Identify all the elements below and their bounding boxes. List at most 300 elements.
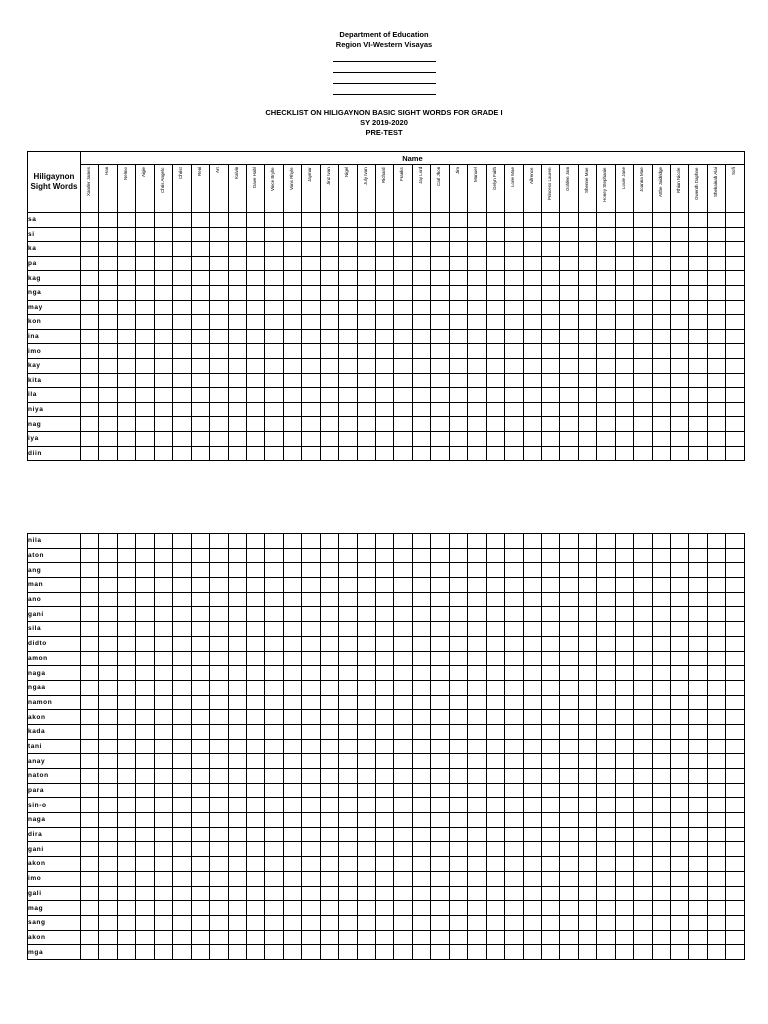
check-cell[interactable]	[486, 945, 504, 960]
check-cell[interactable]	[283, 417, 301, 432]
check-cell[interactable]	[394, 373, 412, 388]
check-cell[interactable]	[357, 373, 375, 388]
check-cell[interactable]	[707, 592, 725, 607]
check-cell[interactable]	[486, 827, 504, 842]
check-cell[interactable]	[468, 901, 486, 916]
check-cell[interactable]	[246, 680, 264, 695]
check-cell[interactable]	[357, 534, 375, 549]
check-cell[interactable]	[541, 592, 559, 607]
check-cell[interactable]	[449, 901, 467, 916]
check-cell[interactable]	[81, 798, 99, 813]
check-cell[interactable]	[191, 329, 209, 344]
check-cell[interactable]	[671, 227, 689, 242]
check-cell[interactable]	[320, 388, 338, 403]
check-cell[interactable]	[597, 431, 615, 446]
check-cell[interactable]	[615, 344, 633, 359]
check-cell[interactable]	[412, 666, 430, 681]
check-cell[interactable]	[320, 300, 338, 315]
check-cell[interactable]	[505, 548, 523, 563]
check-cell[interactable]	[431, 271, 449, 286]
check-cell[interactable]	[154, 901, 172, 916]
check-cell[interactable]	[117, 813, 135, 828]
check-cell[interactable]	[412, 724, 430, 739]
check-cell[interactable]	[210, 651, 228, 666]
check-cell[interactable]	[320, 534, 338, 549]
check-cell[interactable]	[154, 915, 172, 930]
check-cell[interactable]	[117, 827, 135, 842]
check-cell[interactable]	[486, 739, 504, 754]
check-cell[interactable]	[154, 242, 172, 257]
check-cell[interactable]	[357, 607, 375, 622]
check-cell[interactable]	[431, 548, 449, 563]
check-cell[interactable]	[652, 227, 670, 242]
check-cell[interactable]	[154, 534, 172, 549]
check-cell[interactable]	[486, 695, 504, 710]
check-cell[interactable]	[560, 256, 578, 271]
check-cell[interactable]	[210, 271, 228, 286]
check-cell[interactable]	[560, 373, 578, 388]
check-cell[interactable]	[210, 871, 228, 886]
check-cell[interactable]	[302, 710, 320, 725]
check-cell[interactable]	[376, 315, 394, 330]
check-cell[interactable]	[339, 636, 357, 651]
check-cell[interactable]	[523, 886, 541, 901]
check-cell[interactable]	[99, 798, 117, 813]
check-cell[interactable]	[597, 680, 615, 695]
check-cell[interactable]	[302, 666, 320, 681]
check-cell[interactable]	[652, 300, 670, 315]
check-cell[interactable]	[671, 534, 689, 549]
check-cell[interactable]	[412, 446, 430, 461]
check-cell[interactable]	[283, 945, 301, 960]
check-cell[interactable]	[81, 622, 99, 637]
check-cell[interactable]	[320, 666, 338, 681]
check-cell[interactable]	[302, 827, 320, 842]
check-cell[interactable]	[302, 300, 320, 315]
check-cell[interactable]	[357, 622, 375, 637]
check-cell[interactable]	[302, 592, 320, 607]
check-cell[interactable]	[431, 798, 449, 813]
check-cell[interactable]	[302, 402, 320, 417]
check-cell[interactable]	[81, 578, 99, 593]
check-cell[interactable]	[246, 857, 264, 872]
check-cell[interactable]	[81, 373, 99, 388]
check-cell[interactable]	[431, 739, 449, 754]
check-cell[interactable]	[81, 769, 99, 784]
check-cell[interactable]	[136, 680, 154, 695]
check-cell[interactable]	[468, 417, 486, 432]
check-cell[interactable]	[615, 842, 633, 857]
check-cell[interactable]	[99, 358, 117, 373]
check-cell[interactable]	[726, 592, 744, 607]
check-cell[interactable]	[468, 256, 486, 271]
check-cell[interactable]	[541, 724, 559, 739]
check-cell[interactable]	[154, 227, 172, 242]
check-cell[interactable]	[357, 315, 375, 330]
check-cell[interactable]	[652, 827, 670, 842]
check-cell[interactable]	[597, 315, 615, 330]
check-cell[interactable]	[283, 901, 301, 916]
check-cell[interactable]	[136, 769, 154, 784]
check-cell[interactable]	[652, 930, 670, 945]
check-cell[interactable]	[357, 695, 375, 710]
check-cell[interactable]	[117, 373, 135, 388]
check-cell[interactable]	[726, 666, 744, 681]
check-cell[interactable]	[302, 930, 320, 945]
check-cell[interactable]	[99, 417, 117, 432]
check-cell[interactable]	[265, 329, 283, 344]
check-cell[interactable]	[671, 388, 689, 403]
check-cell[interactable]	[541, 373, 559, 388]
check-cell[interactable]	[523, 607, 541, 622]
check-cell[interactable]	[726, 915, 744, 930]
check-cell[interactable]	[357, 886, 375, 901]
check-cell[interactable]	[81, 431, 99, 446]
check-cell[interactable]	[578, 651, 596, 666]
check-cell[interactable]	[634, 446, 652, 461]
check-cell[interactable]	[523, 827, 541, 842]
check-cell[interactable]	[394, 871, 412, 886]
check-cell[interactable]	[707, 651, 725, 666]
check-cell[interactable]	[671, 710, 689, 725]
check-cell[interactable]	[597, 300, 615, 315]
check-cell[interactable]	[523, 871, 541, 886]
check-cell[interactable]	[283, 592, 301, 607]
check-cell[interactable]	[302, 271, 320, 286]
check-cell[interactable]	[449, 344, 467, 359]
check-cell[interactable]	[376, 358, 394, 373]
check-cell[interactable]	[523, 417, 541, 432]
check-cell[interactable]	[689, 886, 707, 901]
check-cell[interactable]	[634, 798, 652, 813]
check-cell[interactable]	[671, 798, 689, 813]
check-cell[interactable]	[81, 417, 99, 432]
check-cell[interactable]	[228, 300, 246, 315]
check-cell[interactable]	[523, 446, 541, 461]
check-cell[interactable]	[357, 271, 375, 286]
check-cell[interactable]	[597, 945, 615, 960]
check-cell[interactable]	[560, 754, 578, 769]
check-cell[interactable]	[320, 710, 338, 725]
check-cell[interactable]	[560, 271, 578, 286]
check-cell[interactable]	[357, 446, 375, 461]
check-cell[interactable]	[339, 388, 357, 403]
check-cell[interactable]	[117, 945, 135, 960]
check-cell[interactable]	[523, 563, 541, 578]
check-cell[interactable]	[283, 242, 301, 257]
check-cell[interactable]	[597, 402, 615, 417]
check-cell[interactable]	[412, 710, 430, 725]
check-cell[interactable]	[191, 373, 209, 388]
check-cell[interactable]	[210, 300, 228, 315]
check-cell[interactable]	[320, 227, 338, 242]
check-cell[interactable]	[578, 842, 596, 857]
check-cell[interactable]	[99, 592, 117, 607]
check-cell[interactable]	[578, 607, 596, 622]
check-cell[interactable]	[117, 358, 135, 373]
check-cell[interactable]	[652, 680, 670, 695]
check-cell[interactable]	[246, 739, 264, 754]
check-cell[interactable]	[394, 256, 412, 271]
check-cell[interactable]	[560, 666, 578, 681]
check-cell[interactable]	[615, 271, 633, 286]
check-cell[interactable]	[505, 842, 523, 857]
check-cell[interactable]	[173, 827, 191, 842]
check-cell[interactable]	[412, 842, 430, 857]
check-cell[interactable]	[560, 446, 578, 461]
check-cell[interactable]	[689, 607, 707, 622]
check-cell[interactable]	[320, 739, 338, 754]
check-cell[interactable]	[707, 724, 725, 739]
check-cell[interactable]	[191, 271, 209, 286]
check-cell[interactable]	[173, 592, 191, 607]
check-cell[interactable]	[154, 256, 172, 271]
check-cell[interactable]	[671, 739, 689, 754]
check-cell[interactable]	[302, 680, 320, 695]
check-cell[interactable]	[707, 901, 725, 916]
check-cell[interactable]	[173, 739, 191, 754]
check-cell[interactable]	[320, 607, 338, 622]
check-cell[interactable]	[265, 315, 283, 330]
check-cell[interactable]	[339, 329, 357, 344]
check-cell[interactable]	[468, 227, 486, 242]
check-cell[interactable]	[468, 651, 486, 666]
check-cell[interactable]	[615, 592, 633, 607]
check-cell[interactable]	[136, 636, 154, 651]
check-cell[interactable]	[578, 213, 596, 228]
check-cell[interactable]	[210, 315, 228, 330]
check-cell[interactable]	[523, 945, 541, 960]
check-cell[interactable]	[154, 710, 172, 725]
check-cell[interactable]	[99, 666, 117, 681]
check-cell[interactable]	[228, 446, 246, 461]
check-cell[interactable]	[707, 315, 725, 330]
check-cell[interactable]	[320, 636, 338, 651]
check-cell[interactable]	[541, 680, 559, 695]
check-cell[interactable]	[154, 666, 172, 681]
check-cell[interactable]	[136, 607, 154, 622]
check-cell[interactable]	[302, 329, 320, 344]
check-cell[interactable]	[578, 578, 596, 593]
check-cell[interactable]	[265, 213, 283, 228]
check-cell[interactable]	[136, 915, 154, 930]
check-cell[interactable]	[302, 945, 320, 960]
check-cell[interactable]	[117, 256, 135, 271]
check-cell[interactable]	[671, 358, 689, 373]
check-cell[interactable]	[505, 578, 523, 593]
check-cell[interactable]	[523, 285, 541, 300]
check-cell[interactable]	[117, 930, 135, 945]
check-cell[interactable]	[81, 930, 99, 945]
check-cell[interactable]	[468, 592, 486, 607]
check-cell[interactable]	[707, 827, 725, 842]
check-cell[interactable]	[394, 592, 412, 607]
check-cell[interactable]	[449, 534, 467, 549]
check-cell[interactable]	[597, 329, 615, 344]
check-cell[interactable]	[597, 798, 615, 813]
check-cell[interactable]	[394, 915, 412, 930]
check-cell[interactable]	[541, 227, 559, 242]
check-cell[interactable]	[726, 695, 744, 710]
check-cell[interactable]	[173, 344, 191, 359]
check-cell[interactable]	[81, 680, 99, 695]
check-cell[interactable]	[320, 358, 338, 373]
check-cell[interactable]	[449, 227, 467, 242]
check-cell[interactable]	[357, 651, 375, 666]
check-cell[interactable]	[99, 945, 117, 960]
check-cell[interactable]	[634, 930, 652, 945]
check-cell[interactable]	[486, 578, 504, 593]
check-cell[interactable]	[468, 607, 486, 622]
check-cell[interactable]	[689, 548, 707, 563]
check-cell[interactable]	[320, 695, 338, 710]
check-cell[interactable]	[468, 930, 486, 945]
check-cell[interactable]	[578, 901, 596, 916]
check-cell[interactable]	[302, 622, 320, 637]
check-cell[interactable]	[505, 256, 523, 271]
check-cell[interactable]	[597, 901, 615, 916]
check-cell[interactable]	[615, 256, 633, 271]
check-cell[interactable]	[449, 622, 467, 637]
check-cell[interactable]	[154, 871, 172, 886]
check-cell[interactable]	[246, 329, 264, 344]
check-cell[interactable]	[412, 242, 430, 257]
check-cell[interactable]	[339, 695, 357, 710]
check-cell[interactable]	[505, 622, 523, 637]
check-cell[interactable]	[376, 242, 394, 257]
check-cell[interactable]	[505, 213, 523, 228]
check-cell[interactable]	[560, 315, 578, 330]
check-cell[interactable]	[99, 724, 117, 739]
check-cell[interactable]	[376, 431, 394, 446]
check-cell[interactable]	[394, 285, 412, 300]
check-cell[interactable]	[652, 285, 670, 300]
check-cell[interactable]	[634, 871, 652, 886]
check-cell[interactable]	[339, 842, 357, 857]
check-cell[interactable]	[431, 227, 449, 242]
check-cell[interactable]	[578, 227, 596, 242]
check-cell[interactable]	[615, 857, 633, 872]
check-cell[interactable]	[505, 300, 523, 315]
check-cell[interactable]	[394, 548, 412, 563]
check-cell[interactable]	[486, 607, 504, 622]
check-cell[interactable]	[671, 256, 689, 271]
check-cell[interactable]	[449, 915, 467, 930]
check-cell[interactable]	[265, 242, 283, 257]
check-cell[interactable]	[689, 813, 707, 828]
check-cell[interactable]	[376, 842, 394, 857]
check-cell[interactable]	[339, 300, 357, 315]
check-cell[interactable]	[671, 769, 689, 784]
check-cell[interactable]	[320, 680, 338, 695]
check-cell[interactable]	[560, 402, 578, 417]
check-cell[interactable]	[154, 607, 172, 622]
check-cell[interactable]	[210, 242, 228, 257]
check-cell[interactable]	[136, 344, 154, 359]
check-cell[interactable]	[597, 373, 615, 388]
check-cell[interactable]	[541, 358, 559, 373]
check-cell[interactable]	[117, 783, 135, 798]
check-cell[interactable]	[431, 842, 449, 857]
check-cell[interactable]	[265, 285, 283, 300]
check-cell[interactable]	[560, 548, 578, 563]
check-cell[interactable]	[154, 739, 172, 754]
check-cell[interactable]	[246, 842, 264, 857]
check-cell[interactable]	[154, 358, 172, 373]
check-cell[interactable]	[523, 315, 541, 330]
check-cell[interactable]	[578, 915, 596, 930]
check-cell[interactable]	[283, 724, 301, 739]
check-cell[interactable]	[339, 680, 357, 695]
check-cell[interactable]	[523, 813, 541, 828]
check-cell[interactable]	[394, 842, 412, 857]
check-cell[interactable]	[578, 783, 596, 798]
check-cell[interactable]	[81, 227, 99, 242]
check-cell[interactable]	[339, 592, 357, 607]
check-cell[interactable]	[449, 842, 467, 857]
check-cell[interactable]	[320, 813, 338, 828]
check-cell[interactable]	[320, 373, 338, 388]
check-cell[interactable]	[412, 213, 430, 228]
check-cell[interactable]	[615, 813, 633, 828]
check-cell[interactable]	[320, 886, 338, 901]
check-cell[interactable]	[634, 315, 652, 330]
check-cell[interactable]	[634, 886, 652, 901]
check-cell[interactable]	[412, 388, 430, 403]
check-cell[interactable]	[394, 622, 412, 637]
check-cell[interactable]	[541, 388, 559, 403]
check-cell[interactable]	[615, 945, 633, 960]
check-cell[interactable]	[136, 402, 154, 417]
check-cell[interactable]	[117, 300, 135, 315]
check-cell[interactable]	[154, 724, 172, 739]
check-cell[interactable]	[210, 329, 228, 344]
check-cell[interactable]	[634, 300, 652, 315]
check-cell[interactable]	[689, 242, 707, 257]
check-cell[interactable]	[246, 607, 264, 622]
check-cell[interactable]	[431, 857, 449, 872]
check-cell[interactable]	[81, 329, 99, 344]
check-cell[interactable]	[707, 695, 725, 710]
check-cell[interactable]	[652, 651, 670, 666]
check-cell[interactable]	[726, 930, 744, 945]
check-cell[interactable]	[578, 798, 596, 813]
check-cell[interactable]	[615, 710, 633, 725]
check-cell[interactable]	[357, 827, 375, 842]
check-cell[interactable]	[173, 563, 191, 578]
check-cell[interactable]	[505, 271, 523, 286]
check-cell[interactable]	[560, 651, 578, 666]
check-cell[interactable]	[726, 285, 745, 300]
check-cell[interactable]	[265, 358, 283, 373]
check-cell[interactable]	[376, 798, 394, 813]
check-cell[interactable]	[320, 651, 338, 666]
check-cell[interactable]	[136, 886, 154, 901]
check-cell[interactable]	[634, 227, 652, 242]
check-cell[interactable]	[671, 431, 689, 446]
check-cell[interactable]	[486, 227, 504, 242]
check-cell[interactable]	[394, 227, 412, 242]
check-cell[interactable]	[81, 592, 99, 607]
check-cell[interactable]	[210, 622, 228, 637]
check-cell[interactable]	[726, 548, 744, 563]
check-cell[interactable]	[505, 739, 523, 754]
check-cell[interactable]	[228, 886, 246, 901]
check-cell[interactable]	[412, 930, 430, 945]
check-cell[interactable]	[486, 548, 504, 563]
check-cell[interactable]	[302, 695, 320, 710]
check-cell[interactable]	[615, 607, 633, 622]
